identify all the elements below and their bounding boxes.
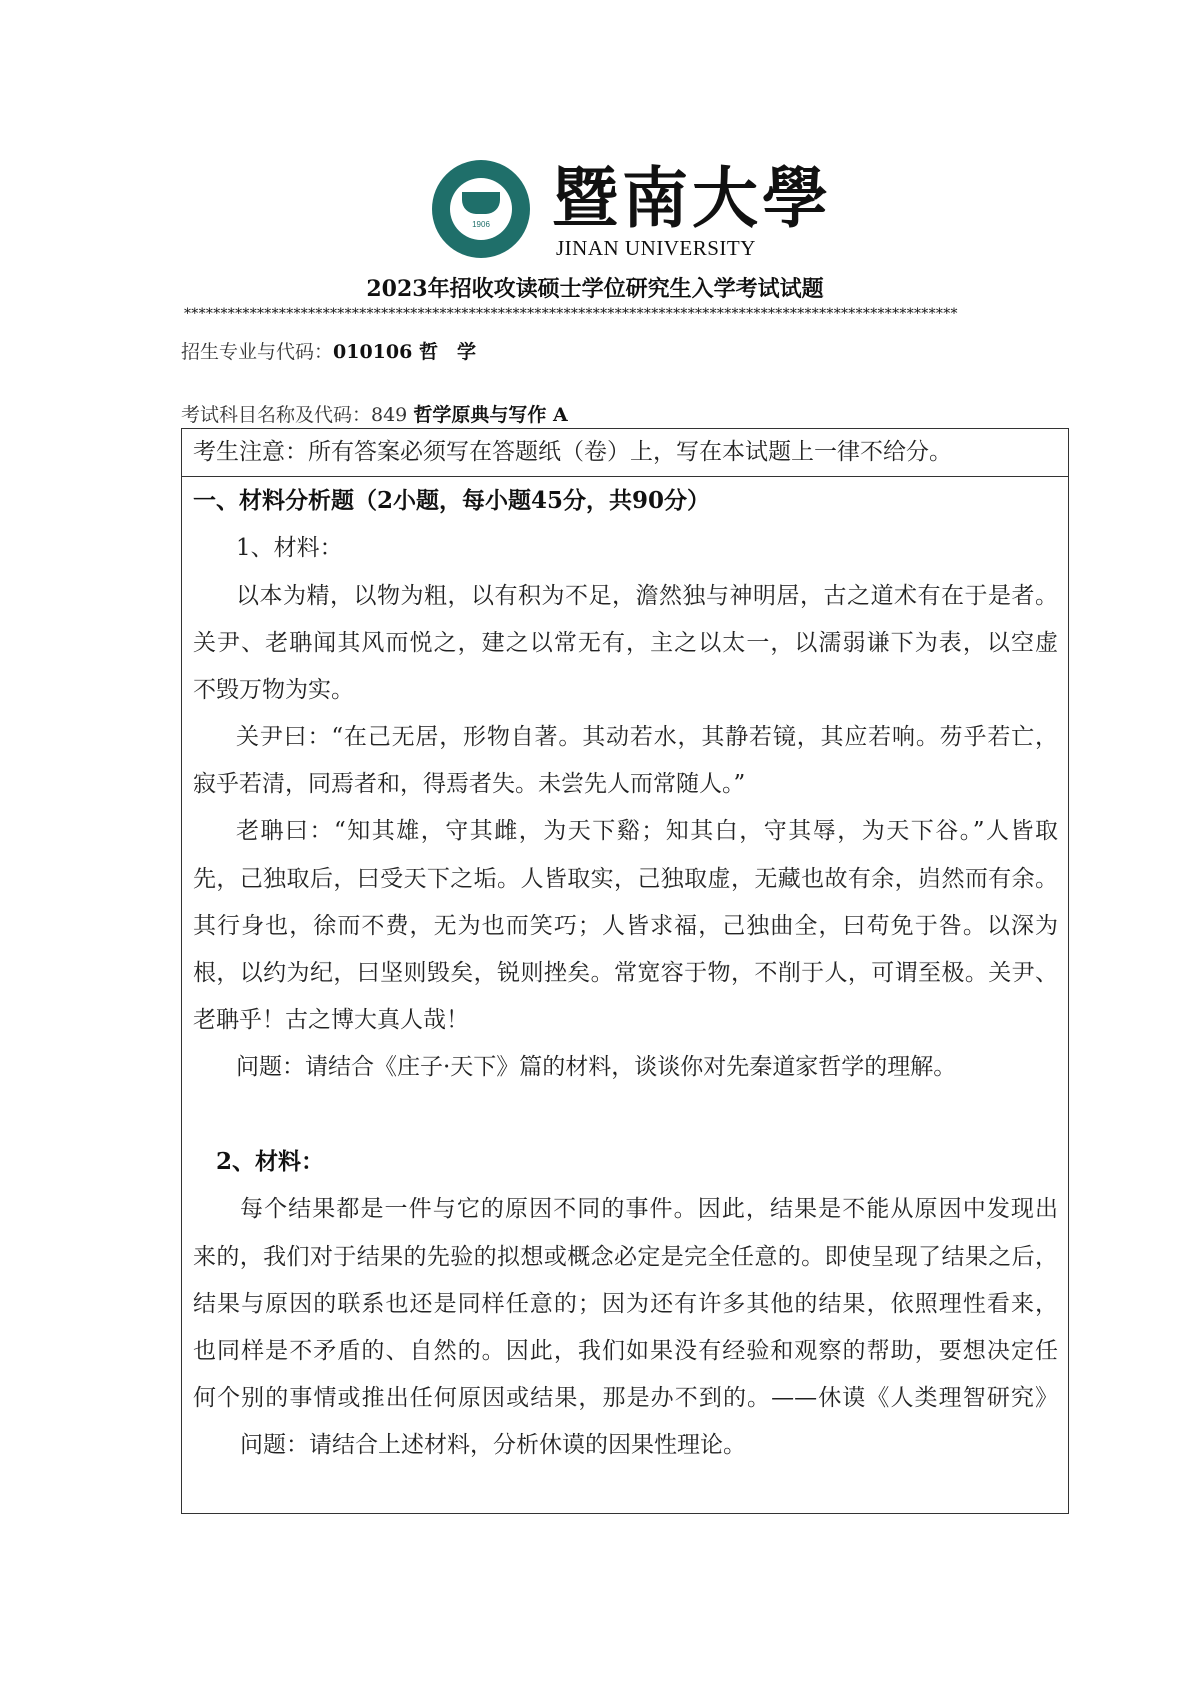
q2-line: 每个结果都是一件与它的原因不同的事件。因此，结果是不能从原因中发现出	[240, 1196, 1058, 1222]
q1-line: 先，己独取后，曰受天下之垢。人皆取实，己独取虚，无藏也故有余，岿然而有余。	[193, 866, 1058, 892]
subject-label: 考试科目名称及代码：849	[181, 404, 408, 426]
notice-divider	[181, 476, 1069, 477]
logo-chinese-name: 暨南大學	[552, 159, 832, 237]
major-line	[181, 337, 476, 364]
subject-line	[181, 400, 568, 427]
section-title: 一、材料分析题（2小题，每小题45分，共90分）	[193, 487, 711, 514]
q1-line: 老聃曰：“知其雄，守其雌，为天下谿；知其白，守其辱，为天下谷。”人皆取	[236, 818, 1058, 844]
major-label: 招生专业与代码：	[181, 341, 334, 363]
q1-line: 老聃乎！古之博大真人哉！	[193, 1007, 469, 1033]
q2-line: 也同样是不矛盾的、自然的。因此，我们如果没有经验和观察的帮助，要想决定任	[193, 1338, 1058, 1364]
q2-label: 2、材料：	[216, 1148, 325, 1175]
star-divider: **********************************************************************************************************	[184, 306, 958, 322]
q1-line: 根，以约为纪，曰坚则毁矣，锐则挫矣。常宽容于物，不削于人，可谓至极。关尹、	[193, 960, 1058, 986]
q2-line: 结果与原因的联系也还是同样任意的；因为还有许多其他的结果，依照理性看来，	[193, 1291, 1058, 1317]
q1-line: 关尹、老聃闻其风而悦之，建之以常无有，主之以太一，以濡弱谦下为表，以空虚	[193, 630, 1058, 656]
q1-line: 关尹曰：“在己无居，形物自著。其动若水，其静若镜，其应若响。芴乎若亡，	[236, 724, 1058, 750]
notice-text: 考生注意：所有答案必须写在答题纸（卷）上，写在本试题上一律不给分。	[193, 439, 952, 465]
q2-line: 来的，我们对于结果的先验的拟想或概念必定是完全任意的。即使呈现了结果之后，	[193, 1244, 1058, 1270]
q1-question: 问题：请结合《庄子·天下》篇的材料，谈谈你对先秦道家哲学的理解。	[236, 1054, 957, 1080]
seal-year: 1906	[472, 220, 490, 229]
major-value: 010106 哲 学	[333, 341, 476, 363]
q1-line: 寂乎若清，同焉者和，得焉者失。未尝先人而常随人。”	[193, 771, 746, 797]
q2-line: 何个别的事情或推出任何原因或结果，那是办不到的。——休谟《人类理智研究》	[193, 1385, 1058, 1411]
q1-line: 其行身也，徐而不费，无为也而笑巧；人皆求福，己独曲全，曰苟免于咎。以深为	[193, 913, 1058, 939]
q1-label: 1、材料：	[236, 535, 343, 561]
subject-value: 哲学原典与写作 A	[413, 404, 568, 426]
q1-line: 以本为精，以物为粗，以有积为不足，澹然独与神明居，古之道术有在于是者。	[236, 583, 1058, 609]
q1-line: 不毁万物为实。	[193, 677, 354, 703]
exam-title: 2023年招收攻读硕士学位研究生入学考试试题	[366, 276, 824, 302]
logo-english-name: JINAN UNIVERSITY	[556, 236, 756, 260]
ship-icon	[462, 192, 500, 214]
university-seal-logo	[432, 160, 530, 258]
q2-question: 问题：请结合上述材料，分析休谟的因果性理论。	[240, 1432, 746, 1458]
